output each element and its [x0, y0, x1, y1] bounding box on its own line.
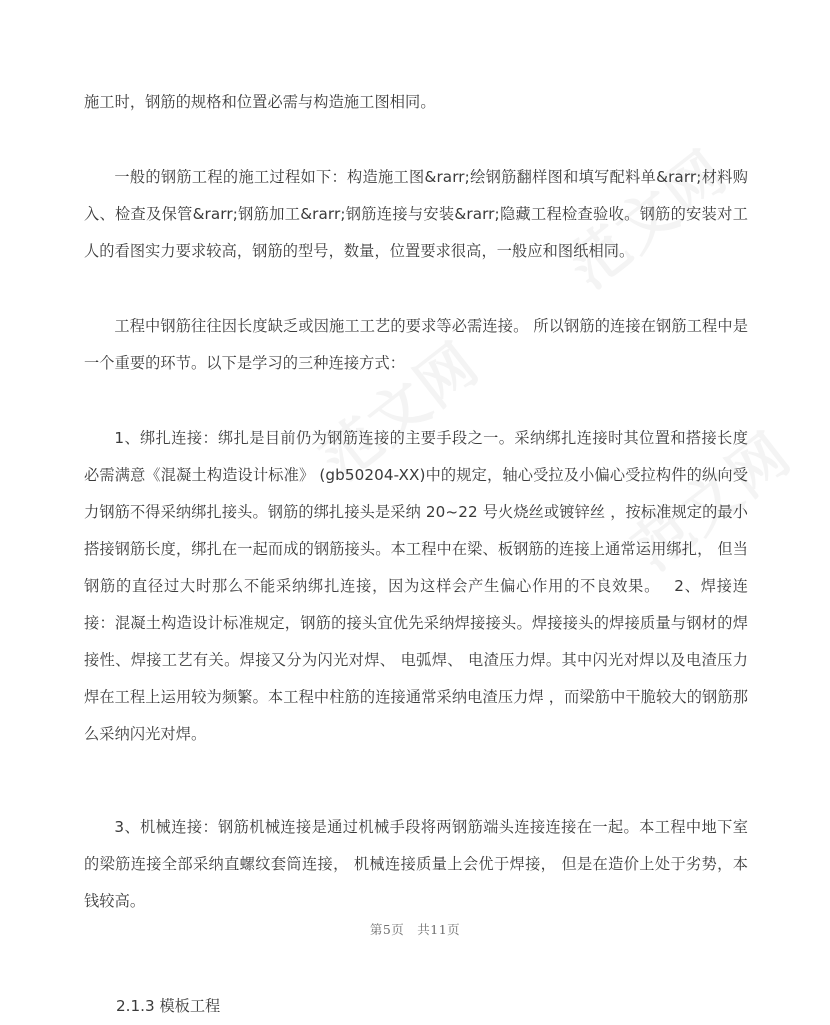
paragraph: 3、机械连接：钢筋机械连接是通过机械手段将两钢筋端头连接连接在一起。本工程中地下室的梁筋连接全部采纳直螺纹套筒连接， 机械连接质量上会优于焊接， 但是在造价上处于劣势，本钱较高。: [84, 818, 748, 910]
paragraph: 1、绑扎连接：绑扎是目前仍为钢筋连接的主要手段之一。采纳绑扎连接时其位置和搭接长度必需满意《混凝土构造设计标准》 (gb50204-XX)中的规定，轴心受拉及小偏心受拉构件的纵向受力钢筋不得采纳绑扎接头。钢筋的绑扎接头是采纳 20~22 号火烧丝或镀锌丝 ，按标准规定的最小搭接钢筋长度，绑扎在一起而成的钢筋接头。本工程中在梁、板钢筋的连接上通常运用绑扎， 但当钢筋的直径过大时那么不能采纳绑扎连接，因为这样会产生偏心作用的不良效果。 2、焊接连接：混凝土构造设计标准规定，钢筋的接头宜优先采纳焊接接头。焊接接头的焊接质量与钢材的焊接性、焊接工艺有关。焊接又分为闪光对焊、 电弧焊、 电渣压力焊。其中闪光对焊以及电渣压力焊在工程上运用较为频繁。本工程中柱筋的连接通常采纳电渣压力焊 ，而梁筋中干脆较大的钢筋那么采纳闪光对焊。: [84, 429, 748, 743]
paragraph-spacer: [84, 783, 748, 809]
paragraph-spacer: [84, 151, 748, 159]
paragraph: 工程中钢筋往往因长度缺乏或因施工工艺的要求等必需连接。 所以钢筋的连接在钢筋工程中是一个重要的环节。以下是学习的三种连接方式：: [84, 317, 748, 372]
section-heading: 2.1.3 模板工程: [116, 997, 221, 1015]
paragraph: 一般的钢筋工程的施工过程如下：构造施工图&rarr;绘钢筋翻样图和填写配料单&rarr;材料购入、检查及保管&rarr;钢筋加工&rarr;钢筋连接与安装&rarr;隐藏工程检查验收。钢筋的安装对工人的看图实力要求较高，钢筋的型号，数量，位置要求很高，一般应和图纸相同。: [84, 168, 748, 260]
page-footer: [0, 919, 830, 938]
heading-spacer: [84, 950, 748, 988]
page-number: 第5页 共11页: [369, 922, 461, 937]
paragraph-spacer: [84, 412, 748, 420]
paragraph: 施工时，钢筋的规格和位置必需与构造施工图相同。: [84, 93, 436, 111]
paragraph-spacer: [84, 300, 748, 308]
